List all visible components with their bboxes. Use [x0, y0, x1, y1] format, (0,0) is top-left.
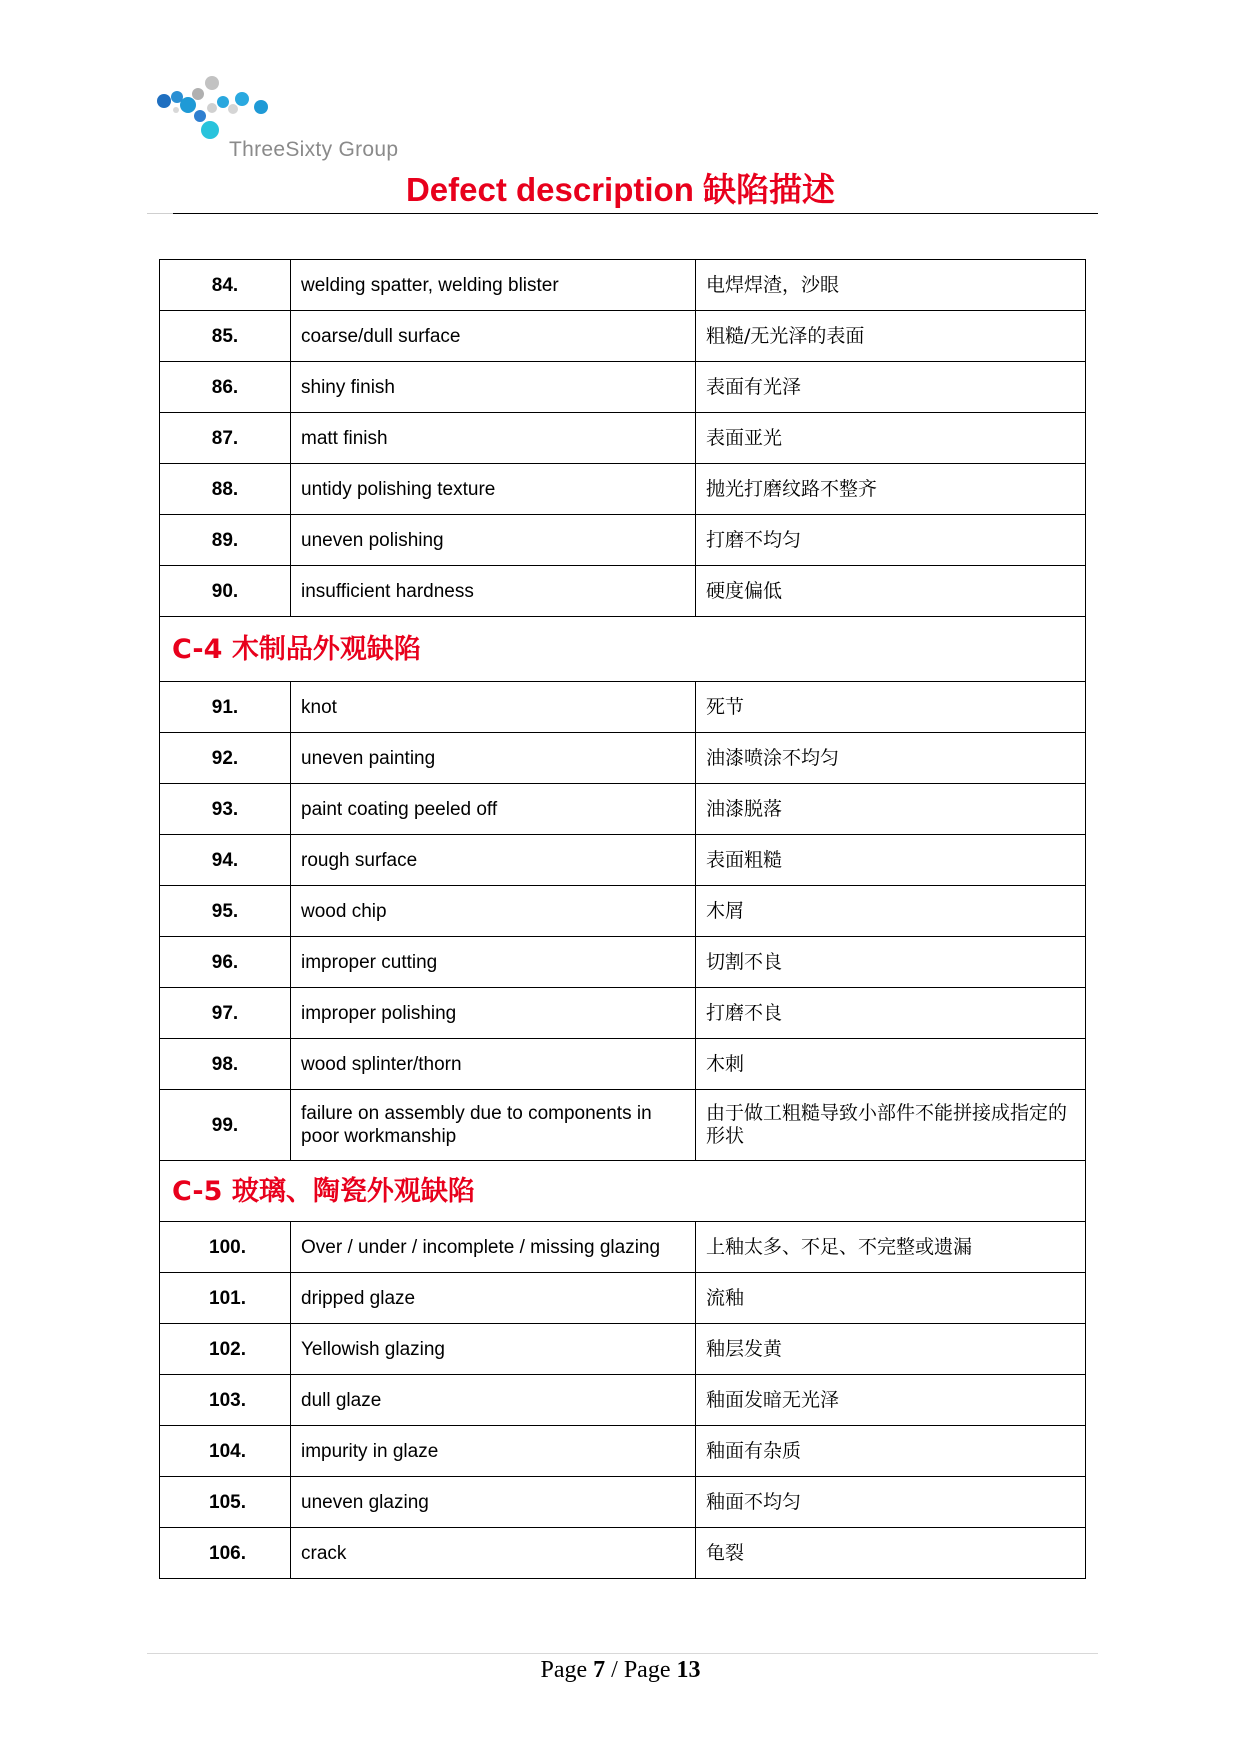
defect-chinese: 表面有光泽 — [696, 362, 1086, 413]
logo-dot — [194, 110, 206, 122]
row-number: 100. — [160, 1222, 291, 1273]
section-title-c4: C-4 木制品外观缺陷 — [160, 617, 1086, 682]
defect-chinese: 死节 — [696, 682, 1086, 733]
table-row — [160, 988, 1086, 1039]
defect-chinese: 由于做工粗糙导致小部件不能拼接成指定的形状 — [696, 1090, 1086, 1161]
logo-dot — [235, 92, 249, 106]
page-word: Page — [540, 1657, 588, 1683]
logo-dot — [228, 104, 238, 114]
table-row — [160, 682, 1086, 733]
defect-chinese: 粗糙/无光泽的表面 — [696, 311, 1086, 362]
defect-english: Over / under / incomplete / missing glazing — [291, 1222, 696, 1273]
table-row — [160, 1426, 1086, 1477]
row-number: 98. — [160, 1039, 291, 1090]
defect-english: shiny finish — [291, 362, 696, 413]
current-page-number: 7 — [593, 1657, 606, 1683]
table-row — [160, 1528, 1086, 1579]
header-rule — [173, 213, 1098, 214]
table-row — [160, 362, 1086, 413]
defect-english: coarse/dull surface — [291, 311, 696, 362]
defect-chinese: 釉面有杂质 — [696, 1426, 1086, 1477]
page-footer — [0, 1657, 1241, 1684]
row-number: 101. — [160, 1273, 291, 1324]
defect-english: Yellowish glazing — [291, 1324, 696, 1375]
logo-dot — [207, 103, 217, 113]
row-number: 104. — [160, 1426, 291, 1477]
table-row — [160, 1222, 1086, 1273]
table-row — [160, 1090, 1086, 1161]
defect-chinese: 打磨不均匀 — [696, 515, 1086, 566]
company-name: ThreeSixty Group — [229, 138, 399, 161]
defect-english: matt finish — [291, 413, 696, 464]
defect-chinese: 油漆脱落 — [696, 784, 1086, 835]
row-number: 105. — [160, 1477, 291, 1528]
table-row — [160, 1273, 1086, 1324]
row-number: 97. — [160, 988, 291, 1039]
header-rule-faint — [147, 213, 173, 214]
logo-dot — [254, 100, 268, 114]
row-number: 88. — [160, 464, 291, 515]
defect-chinese: 龟裂 — [696, 1528, 1086, 1579]
defect-english: uneven painting — [291, 733, 696, 784]
defect-chinese: 上釉太多、不足、不完整或遗漏 — [696, 1222, 1086, 1273]
row-number: 87. — [160, 413, 291, 464]
total-page-number: 13 — [676, 1657, 701, 1683]
logo-dot — [192, 88, 204, 100]
table-row — [160, 311, 1086, 362]
table-row — [160, 886, 1086, 937]
defect-chinese: 表面粗糙 — [696, 835, 1086, 886]
row-number: 90. — [160, 566, 291, 617]
defect-english: uneven glazing — [291, 1477, 696, 1528]
row-number: 93. — [160, 784, 291, 835]
table-row — [160, 835, 1086, 886]
defect-english: paint coating peeled off — [291, 784, 696, 835]
row-number: 85. — [160, 311, 291, 362]
defect-chinese: 硬度偏低 — [696, 566, 1086, 617]
defect-english: improper cutting — [291, 937, 696, 988]
logo-dot — [205, 76, 219, 90]
row-number: 89. — [160, 515, 291, 566]
row-number: 106. — [160, 1528, 291, 1579]
defect-chinese: 电焊焊渣，沙眼 — [696, 260, 1086, 311]
logo-dot — [217, 96, 229, 108]
section-title-c5: C-5 玻璃、陶瓷外观缺陷 — [160, 1161, 1086, 1222]
row-number: 91. — [160, 682, 291, 733]
footer-rule — [147, 1653, 1098, 1654]
defect-english: knot — [291, 682, 696, 733]
table-row — [160, 937, 1086, 988]
logo-dot — [201, 121, 219, 139]
defect-chinese: 木屑 — [696, 886, 1086, 937]
defect-chinese: 抛光打磨纹路不整齐 — [696, 464, 1086, 515]
row-number: 103. — [160, 1375, 291, 1426]
table-row — [160, 784, 1086, 835]
logo-dot — [157, 94, 171, 108]
defect-english: improper polishing — [291, 988, 696, 1039]
logo-dot — [173, 107, 179, 113]
defect-english: impurity in glaze — [291, 1426, 696, 1477]
defect-english: rough surface — [291, 835, 696, 886]
defect-english: wood chip — [291, 886, 696, 937]
defect-chinese: 油漆喷涂不均匀 — [696, 733, 1086, 784]
defect-english: dull glaze — [291, 1375, 696, 1426]
defect-english: wood splinter/thorn — [291, 1039, 696, 1090]
table-row — [160, 1039, 1086, 1090]
table-row — [160, 413, 1086, 464]
page-word: Page — [623, 1657, 671, 1683]
section-header-row — [160, 1161, 1086, 1222]
row-number: 84. — [160, 260, 291, 311]
page-title: Defect description 缺陷描述 — [405, 171, 836, 208]
defect-english: uneven polishing — [291, 515, 696, 566]
table-row — [160, 566, 1086, 617]
row-number: 94. — [160, 835, 291, 886]
defect-chinese: 釉层发黄 — [696, 1324, 1086, 1375]
table-row — [160, 260, 1086, 311]
defect-chinese: 流釉 — [696, 1273, 1086, 1324]
defect-english: dripped glaze — [291, 1273, 696, 1324]
row-number: 92. — [160, 733, 291, 784]
defect-english: untidy polishing texture — [291, 464, 696, 515]
defect-chinese: 切割不良 — [696, 937, 1086, 988]
defect-chinese: 表面亚光 — [696, 413, 1086, 464]
row-number: 102. — [160, 1324, 291, 1375]
row-number: 99. — [160, 1090, 291, 1161]
table-row — [160, 1477, 1086, 1528]
defect-english: crack — [291, 1528, 696, 1579]
table-row — [160, 1375, 1086, 1426]
section-header-row — [160, 617, 1086, 682]
defect-english: failure on assembly due to components in poor workmanship — [291, 1090, 696, 1161]
row-number: 96. — [160, 937, 291, 988]
table-row — [160, 464, 1086, 515]
table-row — [160, 733, 1086, 784]
defect-english: insufficient hardness — [291, 566, 696, 617]
defect-chinese: 打磨不良 — [696, 988, 1086, 1039]
page-separator: / — [611, 1657, 618, 1683]
row-number: 86. — [160, 362, 291, 413]
defect-english: welding spatter, welding blister — [291, 260, 696, 311]
defect-chinese: 釉面不均匀 — [696, 1477, 1086, 1528]
row-number: 95. — [160, 886, 291, 937]
defect-chinese: 釉面发暗无光泽 — [696, 1375, 1086, 1426]
table-row — [160, 1324, 1086, 1375]
defect-table — [159, 259, 1086, 1579]
defect-chinese: 木刺 — [696, 1039, 1086, 1090]
logo-dot — [180, 97, 196, 113]
table-row — [160, 515, 1086, 566]
